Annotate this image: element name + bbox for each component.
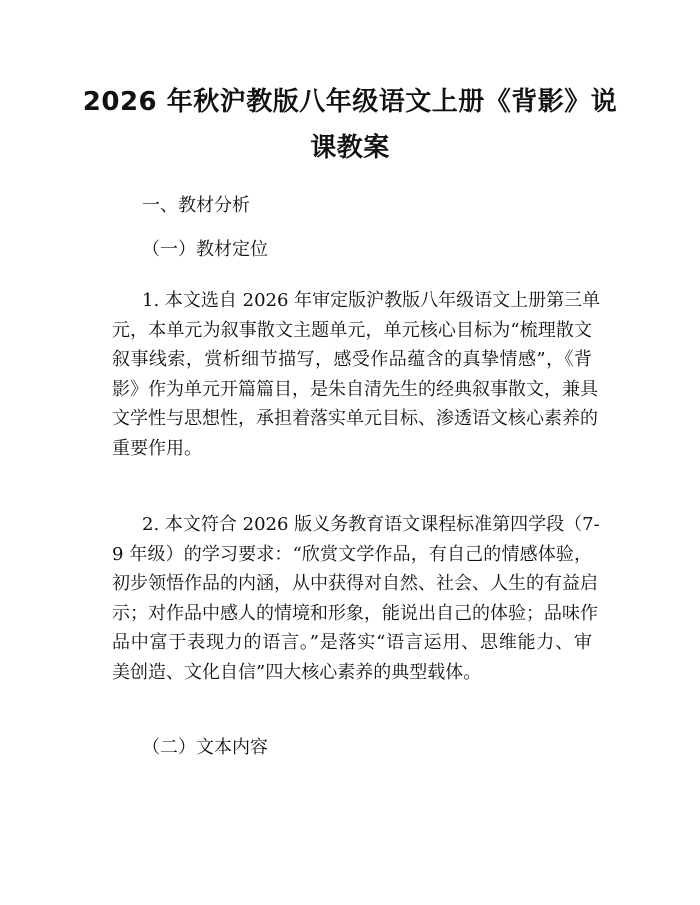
- paragraph-2-line: 品中富于表现力的语言。”是落实“语言运用、思维能力、审: [112, 632, 592, 654]
- paragraph-1-line: 1. 本文选自 2026 年审定版沪教版八年级语文上册第三单: [142, 290, 601, 311]
- subheading-textbook-positioning: （一）教材定位: [142, 239, 268, 260]
- section-heading-textbook-analysis: 一、教材分析: [142, 195, 250, 216]
- paragraph-1-line: 重要作用。: [112, 437, 202, 459]
- paragraph-2-line: 9 年级）的学习要求：“欣赏文学作品，有自己的情感体验，: [112, 543, 592, 565]
- paragraph-2-line: 美创造、文化自信”四大核心素养的典型载体。: [112, 661, 482, 683]
- paragraph-2-line: 初步领悟作品的内涵，从中获得对自然、社会、人生的有益启: [112, 573, 598, 595]
- paragraph-2: [112, 510, 600, 688]
- paragraph-1-line: 文学性与思想性，承担着落实单元目标、渗透语文核心素养的: [112, 408, 598, 430]
- paragraph-1-line: 影》作为单元开篇篇目，是朱自清先生的经典叙事散文，兼具: [112, 378, 598, 400]
- subheading-text-content: （二）文本内容: [142, 737, 268, 758]
- document-title-line-1: 2026 年秋沪教版八年级语文上册《背影》说: [82, 87, 618, 117]
- document-title-line-2: 课教案: [310, 133, 390, 163]
- paragraph-2-line: 示；对作品中感人的情境和形象，能说出自己的体验；品味作: [112, 602, 598, 624]
- paragraph-1-line: 元，本单元为叙事散文主题单元，单元核心目标为“梳理散文: [112, 319, 592, 341]
- paragraph-1: [112, 286, 601, 464]
- paragraph-1-line: 叙事线索，赏析细节描写，感受作品蕴含的真挚情感”，《背: [112, 349, 592, 371]
- paragraph-2-line: 2. 本文符合 2026 版义务教育语文课程标准第四学段（7-: [142, 514, 600, 535]
